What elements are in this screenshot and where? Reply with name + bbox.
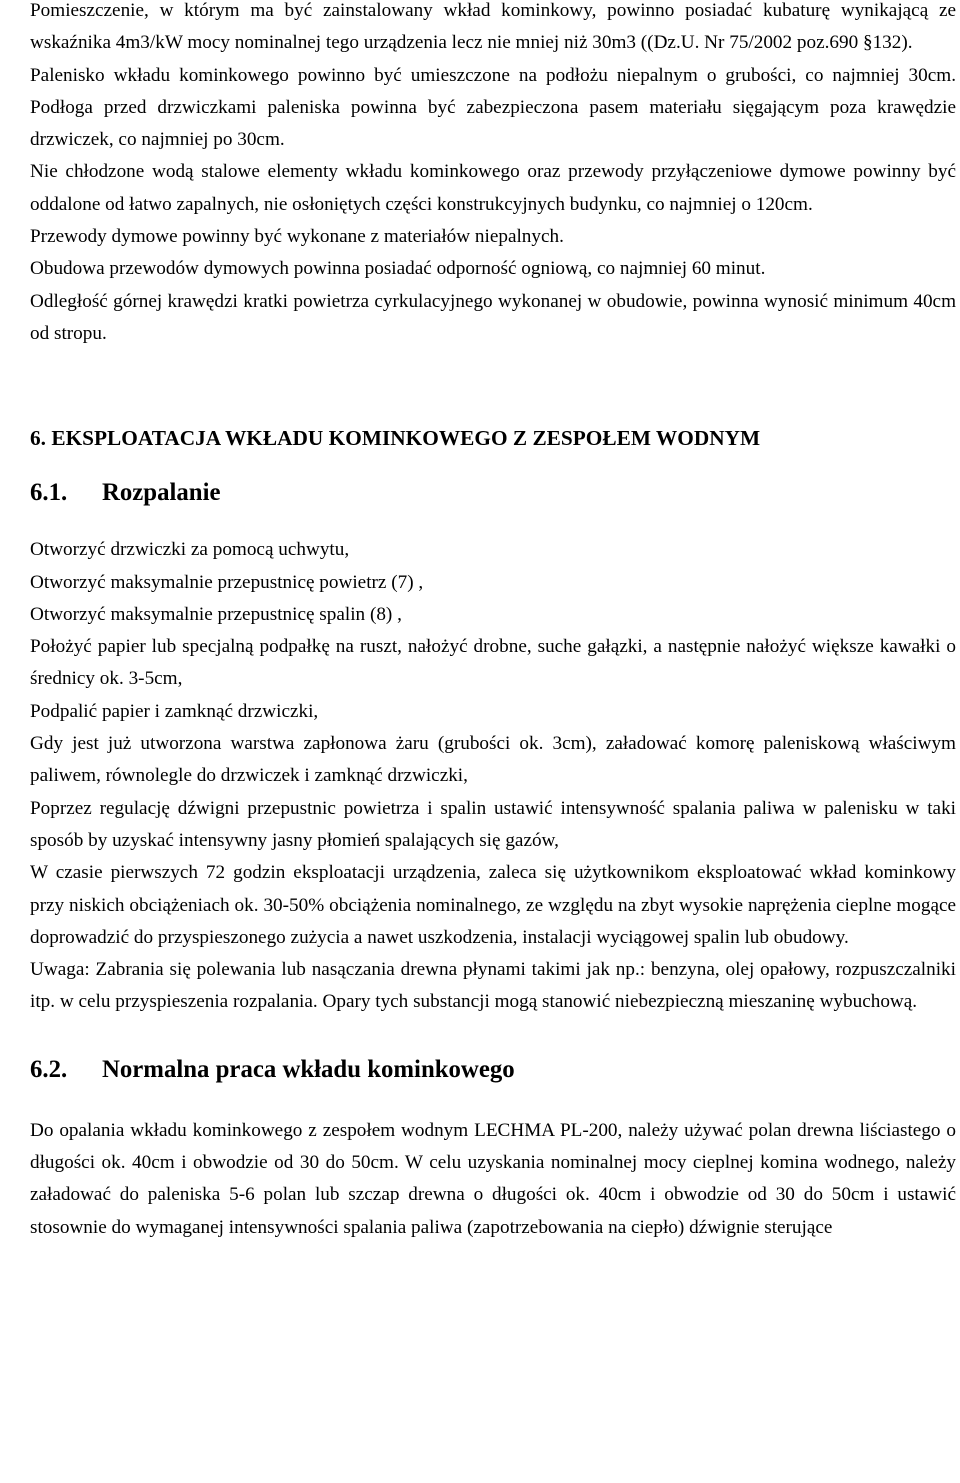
spacer bbox=[30, 384, 956, 422]
ignition-step-open-door: Otworzyć drzwiczki za pomocą uchwytu, bbox=[30, 539, 350, 561]
ignition-step-regulate-combustion: Poprzez regulację dźwigni przepustnic powietrza i spalin ustawić intensywność spalania paliwa w palenisku w taki sposób by uzyskać intensywny jasny płomień spalających się gazów, bbox=[30, 797, 956, 851]
spacer bbox=[30, 350, 956, 384]
ignition-step-open-flue-damper: Otworzyć maksymalnie przepustnicę spalin (8) , bbox=[30, 603, 402, 625]
spacer bbox=[30, 510, 956, 534]
ignition-warning: Uwaga: Zabrania się polewania lub nasączania drewna płynami takimi jak np.: benzyna, olej opałowy, rozpuszczalniki itp. w celu przyspieszenia rozpalania. Opary tych substancji mogą stanowić niebezpieczną mieszaninę wybuchową. bbox=[30, 959, 956, 1013]
intro-paragraph-fire-resistance: Obudowa przewodów dymowych powinna posiadać odporność ogniową, co najmniej 60 minut. bbox=[30, 258, 766, 280]
section-6-heading: 6. EKSPLOATACJA WKŁADU KOMINKOWEGO Z ZESPOŁEM WODNYM bbox=[30, 426, 761, 451]
ignition-step-open-air-damper: Otworzyć maksymalnie przepustnicę powietrz (7) , bbox=[30, 571, 424, 593]
section-6-2-title: Normalna praca wkładu kominkowego bbox=[102, 1055, 515, 1083]
ignition-step-lay-kindling: Położyć papier lub specjalną podpałkę na ruszt, nałożyć drobne, suche gałązki, a następnie nałożyć większe kawałki o średnicy ok. 3-5cm, bbox=[30, 636, 956, 690]
section-6-1-number: 6.1. bbox=[30, 479, 68, 507]
intro-paragraph-steel-elements: Nie chłodzone wodą stalowe elementy wkładu kominkowego oraz przewody przyłączeniowe dymowe powinny być oddalone od łatwo zapalnych, nie osłoniętych części konstrukcyjnych budynku, co najmniej o 120cm. bbox=[30, 161, 956, 215]
document-page bbox=[30, 0, 956, 1244]
section-6-2-heading bbox=[30, 1053, 956, 1087]
intro-paragraph-hearth-base: Palenisko wkładu kominkowego powinno być umieszczone na podłożu niepalnym o grubości, co najmniej 30cm. Podłoga przed drzwiczkami paleniska powinna być zabezpieczona pasem materiału sięgającym poza krawędzie drzwiczek, co najmniej po 30cm. bbox=[30, 64, 956, 151]
intro-paragraph-room-volume: Pomieszczenie, w którym ma być zainstalowany wkład kominkowy, powinno posiadać kubaturę wynikającą ze wskaźnika 4m3/kW mocy nominalnej tego urządzenia lecz nie mniej niż 30m3 ((Dz.U. Nr 75/2002 poz.690 §132). bbox=[30, 0, 956, 54]
section-6-1-heading bbox=[30, 476, 956, 510]
spacer bbox=[30, 454, 956, 476]
intro-paragraph-grille-distance: Odległość górnej krawędzi kratki powietrza cyrkulacyjnego wykonanej w obudowie, powinna wynosić minimum 40cm od stropu. bbox=[30, 290, 956, 344]
intro-paragraph-flue-materials: Przewody dymowe powinny być wykonane z materiałów niepalnych. bbox=[30, 226, 564, 248]
ignition-step-light-paper: Podpalić papier i zamknąć drzwiczki, bbox=[30, 700, 319, 722]
section-6-2-number: 6.2. bbox=[30, 1055, 68, 1083]
normal-operation-paragraph: Do opalania wkładu kominkowego z zespołem wodnym LECHMA PL-200, należy używać polan drewna liściastego o długości ok. 40cm i obwodzie od 30 do 50cm. W celu uzyskania nominalnej mocy cieplnej komina wodnego, należy załadować do paleniska 5-6 polan lub szczap drewna o długości ok. 40cm i obwodzie od 30 do 50cm i ustawić stosownie do wymaganej intensywności spalania paliwa (zapotrzebowania na ciepło) dźwignie sterujące bbox=[30, 1119, 956, 1238]
spacer bbox=[30, 1019, 956, 1053]
spacer bbox=[30, 1087, 956, 1115]
section-6-1-title: Rozpalanie bbox=[102, 479, 221, 507]
ignition-step-load-fuel: Gdy jest już utworzona warstwa zapłonowa żaru (grubości ok. 3cm), załadować komorę paleniskową właściwym paliwem, równolegle do drzwiczek i zamknąć drzwiczki, bbox=[30, 733, 956, 787]
ignition-step-first-72-hours: W czasie pierwszych 72 godzin eksploatacji urządzenia, zaleca się użytkownikom eksploatować wkład kominkowy przy niskich obciążeniach ok. 30-50% obciążenia nominalnego, ze względu na zbyt wysokie naprężenia cieplne mogące doprowadzić do przyspieszonego zużycia a nawet uszkodzenia, instalacji wyciągowej spalin lub obudowy. bbox=[30, 862, 956, 948]
